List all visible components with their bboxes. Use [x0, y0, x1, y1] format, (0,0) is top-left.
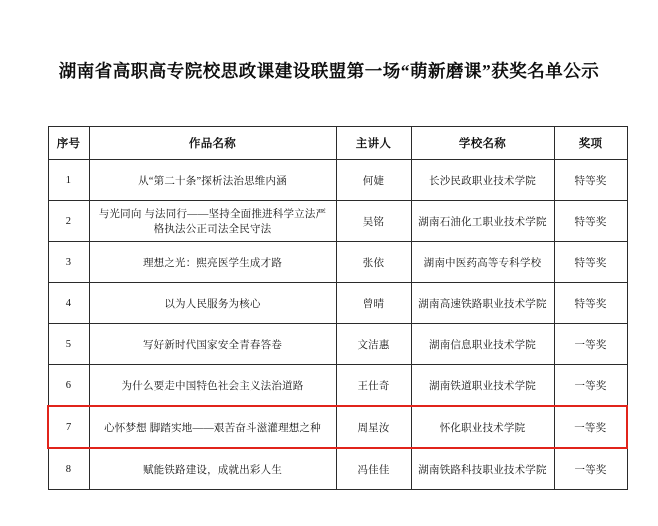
cell-no: 1: [48, 160, 89, 201]
table-row: [48, 324, 627, 365]
table-row: [48, 448, 627, 490]
cell-school: 怀化职业技术学院: [411, 406, 554, 448]
cell-award: 一等奖: [554, 365, 627, 407]
cell-work-title: 为什么要走中国特色社会主义法治道路: [89, 365, 336, 407]
table-header: [48, 127, 627, 160]
cell-work-title: 写好新时代国家安全青春答卷: [89, 324, 336, 365]
table-body: [48, 160, 627, 490]
header-award: 奖项: [554, 127, 627, 160]
cell-work-title: 与光同向 与法同行——坚持全面推进科学立法严格执法公正司法全民守法: [89, 201, 336, 242]
header-school: 学校名称: [411, 127, 554, 160]
cell-speaker: 何婕: [336, 160, 411, 201]
table-row: [48, 283, 627, 324]
cell-school: 湖南中医药高等专科学校: [411, 242, 554, 283]
awards-table-container: [47, 126, 611, 490]
cell-award: 一等奖: [554, 448, 627, 490]
cell-speaker: 王仕奇: [336, 365, 411, 407]
cell-speaker: 曾晴: [336, 283, 411, 324]
cell-award: 一等奖: [554, 406, 627, 448]
table-row: [48, 160, 627, 201]
cell-award: 特等奖: [554, 160, 627, 201]
cell-no: 5: [48, 324, 89, 365]
cell-work-title: 心怀梦想 脚踏实地——艰苦奋斗滋灌理想之种: [89, 406, 336, 448]
cell-work-title: 赋能铁路建设，成就出彩人生: [89, 448, 336, 490]
table-row: [48, 365, 627, 407]
cell-work-title: 理想之光：熙亮医学生成才路: [89, 242, 336, 283]
table-row: [48, 242, 627, 283]
cell-award: 一等奖: [554, 324, 627, 365]
cell-speaker: 冯佳佳: [336, 448, 411, 490]
cell-speaker: 周星汝: [336, 406, 411, 448]
header-work-title: 作品名称: [89, 127, 336, 160]
cell-work-title: 从“第二十条”探析法治思维内涵: [89, 160, 336, 201]
cell-school: 湖南信息职业技术学院: [411, 324, 554, 365]
cell-no: 2: [48, 201, 89, 242]
table-row-highlighted: [48, 406, 627, 448]
awards-table: [47, 126, 628, 490]
cell-no: 7: [48, 406, 89, 448]
cell-school: 湖南高速铁路职业技术学院: [411, 283, 554, 324]
cell-no: 4: [48, 283, 89, 324]
cell-work-title: 以为人民服务为核心: [89, 283, 336, 324]
cell-school: 湖南铁路科技职业技术学院: [411, 448, 554, 490]
cell-speaker: 张依: [336, 242, 411, 283]
header-no: 序号: [48, 127, 89, 160]
cell-school: 湖南石油化工职业技术学院: [411, 201, 554, 242]
table-header-row: [48, 127, 627, 160]
cell-award: 特等奖: [554, 201, 627, 242]
cell-no: 8: [48, 448, 89, 490]
cell-no: 6: [48, 365, 89, 407]
cell-award: 特等奖: [554, 242, 627, 283]
cell-speaker: 吴铭: [336, 201, 411, 242]
cell-speaker: 文洁惠: [336, 324, 411, 365]
cell-school: 湖南铁道职业技术学院: [411, 365, 554, 407]
table-row: [48, 201, 627, 242]
cell-school: 长沙民政职业技术学院: [411, 160, 554, 201]
cell-no: 3: [48, 242, 89, 283]
cell-award: 特等奖: [554, 283, 627, 324]
page-title: 湖南省高职高专院校思政课建设联盟第一场“萌新磨课”获奖名单公示: [58, 61, 600, 81]
header-speaker: 主讲人: [336, 127, 411, 160]
